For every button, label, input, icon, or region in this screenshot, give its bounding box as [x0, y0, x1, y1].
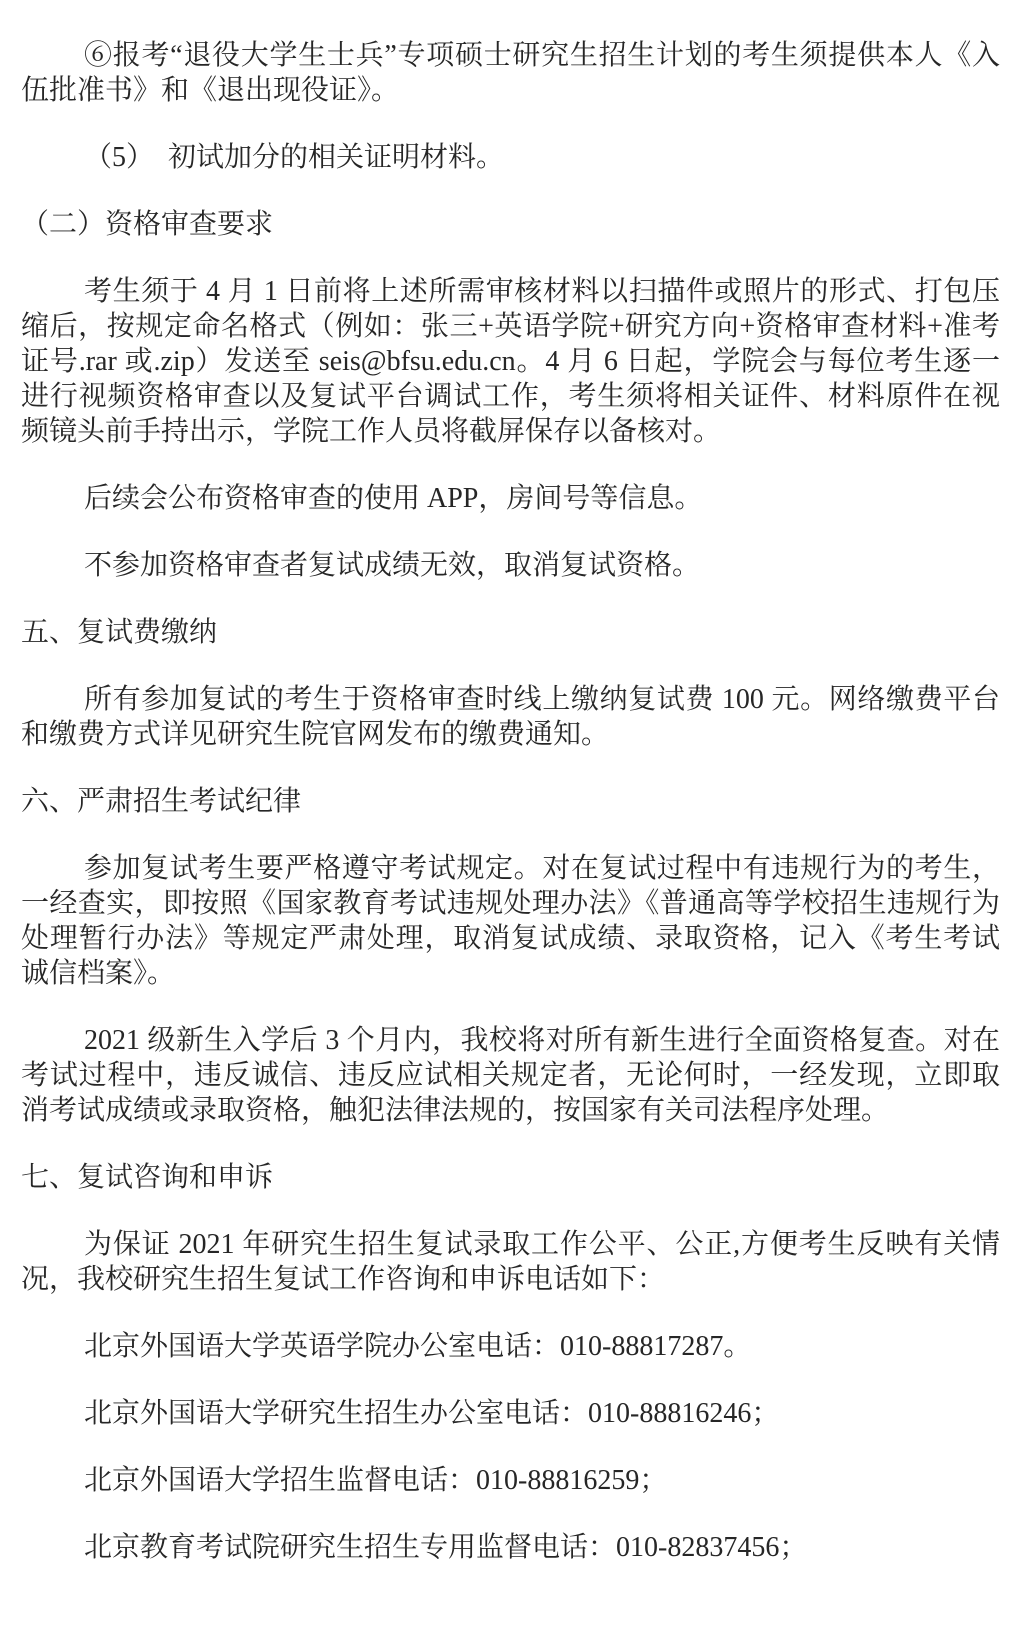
heading-consultation-and-appeal: 七、复试咨询和申诉 — [21, 1162, 274, 1193]
para-no-review-invalid: 不参加资格审查者复试成绩无效，取消复试资格。 — [84, 550, 701, 581]
para-app-room-info: 后续会公布资格审查的使用 APP，房间号等信息。 — [84, 483, 703, 514]
heading-exam-discipline: 六、严肃招生考试纪律 — [21, 786, 302, 817]
para-veteran-special-plan: ⑥报考“退役大学生士兵”专项硕士研究生招生计划的考生须提供本人《入伍批准书》和《退出现役证》。 — [21, 40, 1000, 106]
para-phone-beijing-edu-exam-authority: 北京教育考试院研究生招生专用监督电话：010-82837456； — [84, 1532, 808, 1563]
para-violation-handling: 参加复试考生要严格遵守考试规定。对在复试过程中有违规行为的考生，一经查实，即按照《国家教育考试违规处理办法》《普通高等学校招生违规行为处理暂行办法》等规定严肃处理，取消复试成绩、录取资格，记入《考生考试诚信档案》。 — [21, 853, 1000, 989]
heading-reexam-fee-payment: 五、复试费缴纳 — [21, 617, 218, 648]
heading-qualification-review-requirements: （二）资格审查要求 — [21, 209, 274, 240]
para-appeal-intro: 为保证 2021 年研究生招生复试录取工作公平、公正,方便考生反映有关情况，我校研究生招生复试工作咨询和申诉电话如下： — [21, 1229, 1000, 1295]
para-freshman-qualification-recheck: 2021 级新生入学后 3 个月内，我校将对所有新生进行全面资格复查。对在考试过程中，违反诚信、违反应试相关规定者，无论何时，一经发现，立即取消考试成绩或录取资格，触犯法律法规的，按国家有关司法程序处理。 — [21, 1025, 1000, 1126]
para-fee-payment-details: 所有参加复试的考生于资格审查时线上缴纳复试费 100 元。网络缴费平台和缴费方式详见研究生院官网发布的缴费通知。 — [21, 684, 1000, 750]
para-phone-english-school-office: 北京外国语大学英语学院办公室电话：010-88817287。 — [84, 1331, 752, 1362]
para-bonus-point-materials: （5） 初试加分的相关证明材料。 — [84, 142, 505, 173]
para-material-submission-instructions: 考生须于 4 月 1 日前将上述所需审核材料以扫描件或照片的形式、打包压缩后，按规定命名格式（例如：张三+英语学院+研究方向+资格审查材料+准考证号.rar 或.zip）发送至 seis@bfsu.edu.cn。4 月 6 日起，学院会与每位考生逐一进行视频资格审查以及复试平台调试工作，考生须将相关证件、材料原件在视频镜头前手持出示，学院工作人员将截屏保存以备核对。 — [21, 276, 1000, 447]
para-phone-admissions-supervision: 北京外国语大学招生监督电话：010-88816259； — [84, 1465, 668, 1496]
para-phone-graduate-admissions-office: 北京外国语大学研究生招生办公室电话：010-88816246； — [84, 1398, 780, 1429]
